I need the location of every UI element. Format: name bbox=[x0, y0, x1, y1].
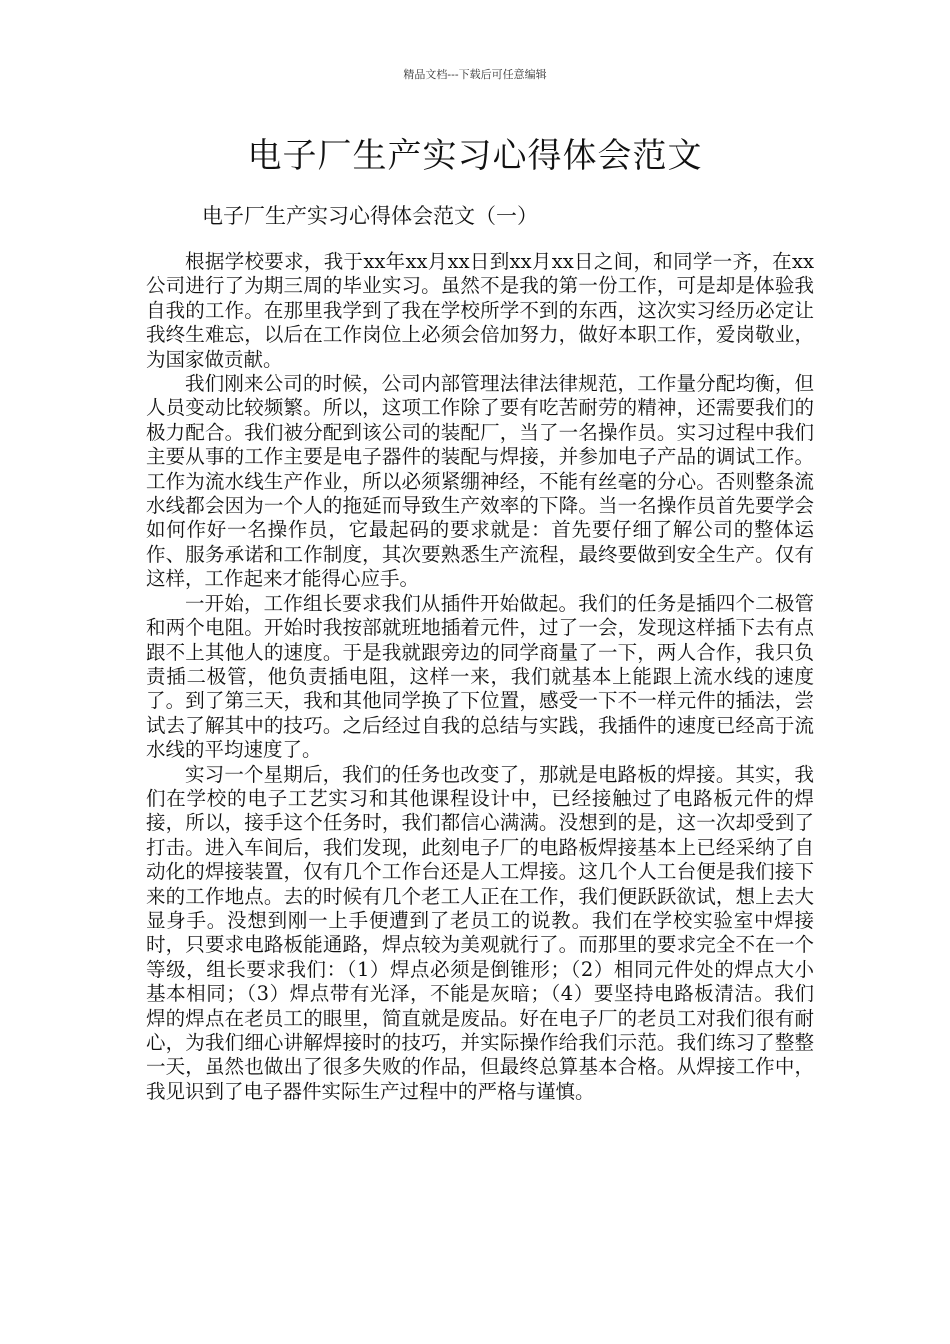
page-header: 精品文档---下载后可任意编辑 bbox=[403, 68, 547, 81]
paragraph-2: 我们刚来公司的时候，公司内部管理法律法律规范，工作量分配均衡，但人员变动比较频繁。所以，这项工作除了要有吃苦耐劳的精神，还需要我们的极力配合。我们被分配到该公司的装配厂，当了一名操作员。实习过程中我们主要从事的工作主要是电子器件的装配与焊接，并参加电子产品的调试工作。工作为流水线生产作业，所以必须紧绷神经，不能有丝毫的分心。否则整条流水线都会因为一个人的拖延而导致生产效率的下降。当一名操作员首先要学会如何作好一名操作员，它最起码的要求就是：首先要仔细了解公司的整体运作、服务承诺和工作制度，其次要熟悉生产流程，最终要做到安全生产。仅有这样，工作起来才能得心应手。 bbox=[146, 372, 814, 591]
section-subtitle: 电子厂生产实习心得体会范文（一） bbox=[202, 204, 538, 228]
paragraph-1: 根据学校要求，我于xx年xx月xx日到xx月xx日之间，和同学一齐，在xx公司进行了为期三周的毕业实习。虽然不是我的第一份工作，可是却是体验我自我的工作。在那里我学到了我在学校所学不到的东西，这次实习经历必定让我终生难忘，以后在工作岗位上必须会倍加努力，做好本职工作，爱岗敬业，为国家做贡献。 bbox=[146, 250, 814, 371]
paragraph-4: 实习一个星期后，我们的任务也改变了，那就是电路板的焊接。其实，我们在学校的电子工艺实习和其他课程设计中，已经接触过了电路板元件的焊接，所以，接手这个任务时，我们都信心满满。没想到的是，这一次却受到了打击。进入车间后，我们发现，此刻电子厂的电路板焊接基本上已经采纳了自动化的焊接装置，仅有几个工作台还是人工焊接。这几个人工台便是我们接下来的工作地点。去的时候有几个老工人正在工作，我们便跃跃欲试，想上去大显身手。没想到刚一上手便遭到了老员工的说教。我们在学校实验室中焊接时，只要求电路板能通路，焊点较为美观就行了。而那里的要求完全不在一个等级，组长要求我们：（1）焊点必须是倒锥形；（2）相同元件处的焊点大小基本相同；（3）焊点带有光泽，不能是灰暗；（4）要坚持电路板清洁。我们焊的焊点在老员工的眼里，简直就是废品。好在电子厂的老员工对我们很有耐心，为我们细心讲解焊接时的技巧，并实际操作给我们示范。我们练习了整整一天，虽然也做出了很多失败的作品，但最终总算基本合格。从焊接工作中，我见识到了电子器件实际生产过程中的严格与谨慎。 bbox=[146, 762, 814, 1103]
document-body bbox=[146, 250, 814, 1104]
document-title: 电子厂生产实习心得体会范文 bbox=[247, 136, 703, 176]
paragraph-3: 一开始，工作组长要求我们从插件开始做起。我们的任务是插四个二极管和两个电阻。开始时我按部就班地插着元件，过了一会，发现这样插下去有点跟不上其他人的速度。于是我就跟旁边的同学商量了一下，两人合作，我只负责插二极管，他负责插电阻，这样一来，我们就基本上能跟上流水线的速度了。到了第三天，我和其他同学换了下位置，感受一下不一样元件的插法，尝试去了解其中的技巧。之后经过自我的总结与实践，我插件的速度已经高于流水线的平均速度了。 bbox=[146, 591, 814, 762]
